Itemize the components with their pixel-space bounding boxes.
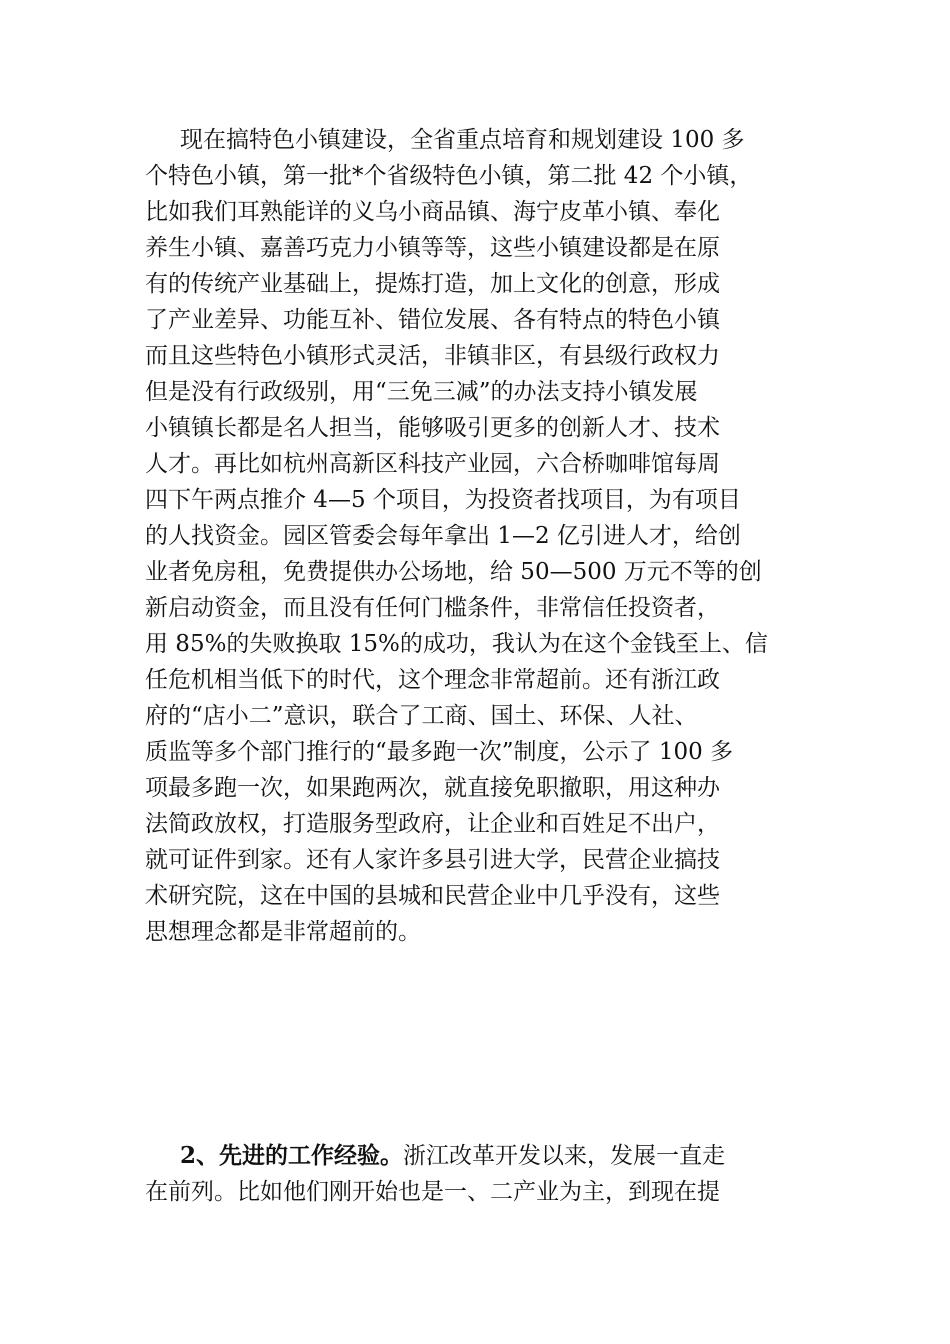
text-line: 了产业差异、功能互补、错位发展、各有特点的特色小镇 (145, 307, 720, 333)
text-line: 术研究院，这在中国的县城和民营企业中几乎没有，这些 (145, 883, 720, 909)
text-line: 府的“店小二”意识，联合了工商、国土、环保、人社、 (145, 703, 698, 729)
text-line: 质监等多个部门推行的“最多跑一次”制度，公示了 100 多 (145, 739, 734, 765)
text-line: 个特色小镇，第一批*个省级特色小镇，第二批 42 个小镇， (145, 163, 753, 189)
text-line: 思想理念都是非常超前的。 (145, 919, 421, 945)
text-line: 养生小镇、嘉善巧克力小镇等等，这些小镇建设都是在原 (145, 235, 720, 261)
text-line: 业者免房租，免费提供办公场地，给 50—500 万元不等的创 (145, 559, 762, 585)
text-line: 现在搞特色小镇建设，全省重点培育和规划建设 100 多 (180, 127, 745, 153)
text-line: 有的传统产业基础上，提炼打造，加上文化的创意，形成 (145, 271, 720, 297)
text-line: 比如我们耳熟能详的义乌小商品镇、海宁皮革小镇、奉化 (145, 199, 720, 225)
text-line: 用 85%的失败换取 15%的成功，我认为在这个金钱至上、信 (145, 631, 768, 657)
text-line: 任危机相当低下的时代，这个理念非常超前。还有浙江政 (145, 667, 720, 693)
text-line: 在前列。比如他们刚开始也是一、二产业为主，到现在提 (145, 1179, 720, 1205)
text-line: 而且这些特色小镇形式灵活，非镇非区，有县级行政权力 (145, 343, 720, 369)
text-line: 四下午两点推介 4—5 个项目，为投资者找项目，为有项目 (145, 487, 741, 513)
text-line: 就可证件到家。还有人家许多县引进大学，民营企业搞技 (145, 847, 720, 873)
text-line: 的人找资金。园区管委会每年拿出 1—2 亿引进人才，给创 (145, 523, 741, 549)
text-line: 人才。再比如杭州高新区科技产业园，六合桥咖啡馆每周 (145, 451, 720, 477)
text-line: 法简政放权，打造服务型政府，让企业和百姓足不出户， (145, 811, 720, 837)
text-line: 项最多跑一次，如果跑两次，就直接免职撤职，用这种办 (145, 775, 720, 801)
text-line: 但是没有行政级别，用“三免三减”的办法支持小镇发展 (145, 379, 698, 405)
text-line (180, 1138, 725, 1174)
text-line: 新启动资金，而且没有任何门槛条件，非常信任投资者， (145, 595, 720, 621)
text-span: 浙江改革开发以来，发展一直走 (403, 1143, 726, 1169)
text-line: 小镇镇长都是名人担当，能够吸引更多的创新人才、技术 (145, 415, 720, 441)
section-heading: 2、先进的工作经验。 (180, 1142, 404, 1169)
